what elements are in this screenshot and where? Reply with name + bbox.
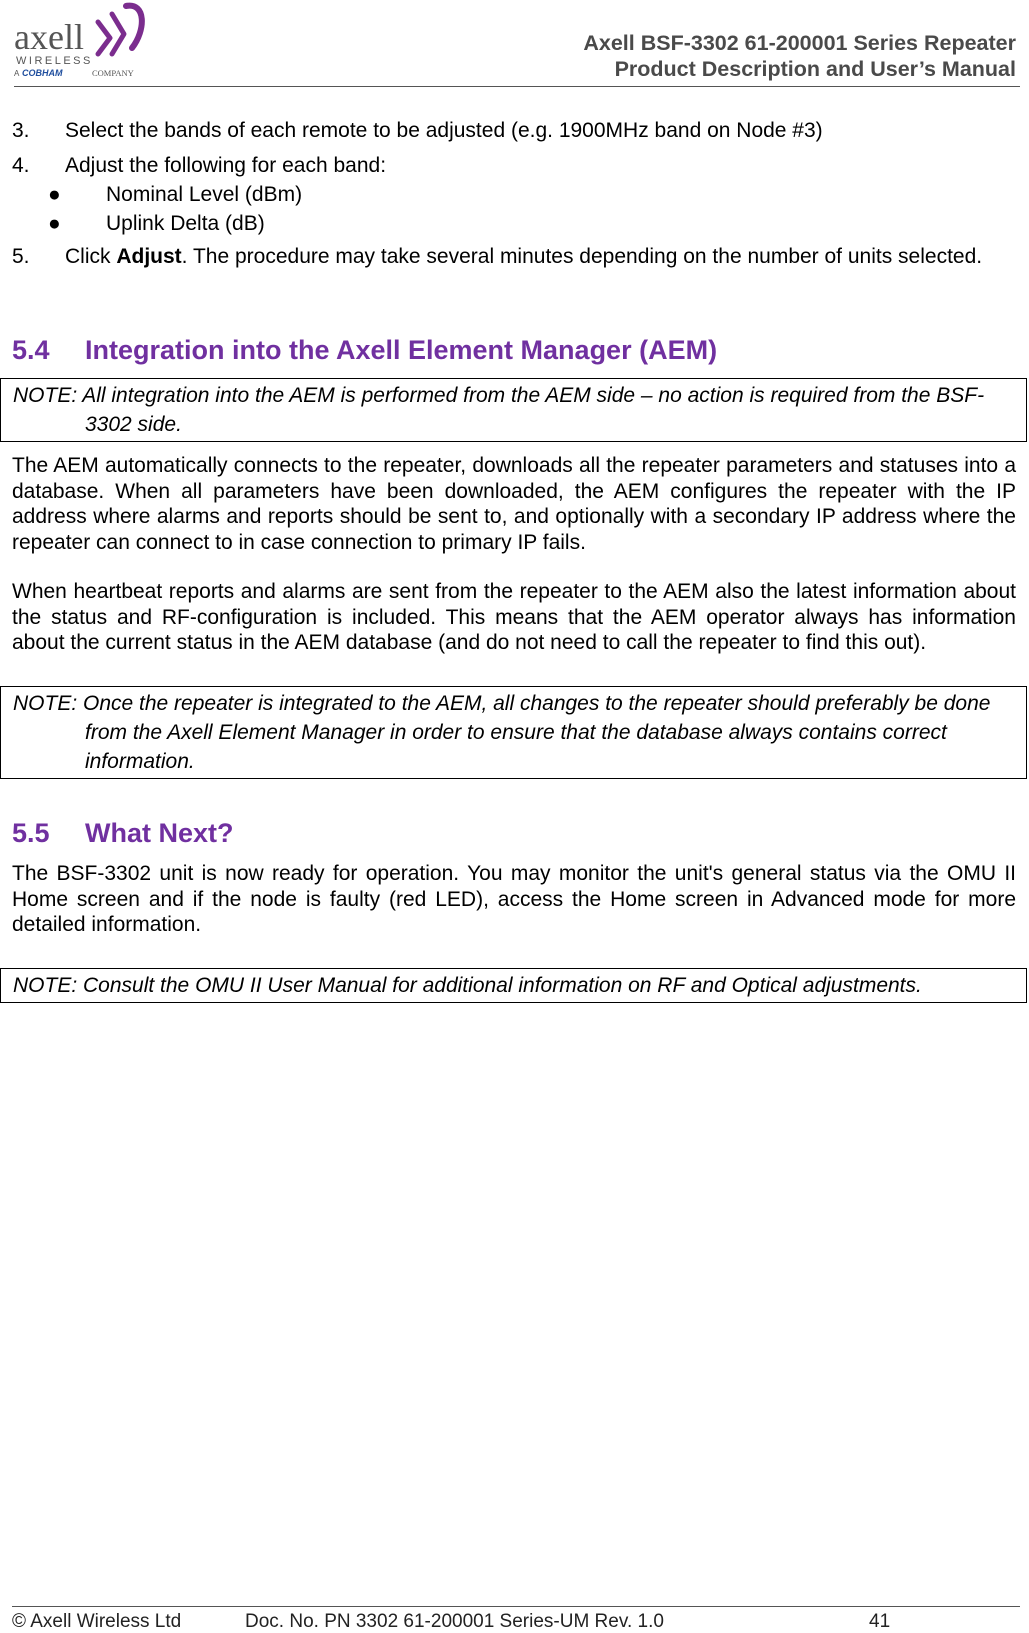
page-number: 41 <box>869 1611 891 1632</box>
section-number: 5.5 <box>12 818 50 848</box>
document-title <box>583 30 1016 82</box>
section-heading-5-5 <box>12 817 234 849</box>
svg-text:A: A <box>14 69 20 78</box>
section-title: Integration into the Axell Element Manager (AEM) <box>85 335 718 365</box>
note-text: NOTE: Consult the OMU II User Manual for additional information on RF and Optical adjustments. <box>13 974 922 997</box>
paragraph-heartbeat: When heartbeat reports and alarms are sent from the repeater to the AEM also the latest information about the status and RF-configuration is included. This means that the AEM operator always has information about the current status in the AEM database (and do not need to call the repeater to find this out). <box>12 580 1016 654</box>
svg-text:WIRELESS: WIRELESS <box>16 55 93 67</box>
bullet-text: Uplink Delta (dB) <box>106 212 265 235</box>
step-number: 3. <box>12 119 30 142</box>
step-text: Select the bands of each remote to be adjusted (e.g. 1900MHz band on Node #3) <box>65 119 823 142</box>
bullet-item <box>12 180 1016 209</box>
section-number: 5.4 <box>12 335 50 365</box>
bullet-icon: ● <box>48 212 61 235</box>
step-text-pre: Click <box>65 245 117 268</box>
bullet-text: Nominal Level (dBm) <box>106 183 303 206</box>
document-title-line1: Axell BSF-3302 61-200001 Series Repeater <box>583 31 1016 55</box>
paragraph-what-next: The BSF-3302 unit is now ready for operation. You may monitor the unit's general status via the OMU II Home screen and if the node is faulty (red LED), access the Home screen in Advanced mode for more detailed information. <box>12 862 1016 936</box>
step-number: 4. <box>12 154 30 177</box>
note-text: NOTE: Once the repeater is integrated to the AEM, all changes to the repeater should preferably be done from the Axell Element Manager in order to ensure that the database always contains correct information. <box>13 692 991 773</box>
note-box-changes <box>0 686 1027 779</box>
note-box-omu <box>0 968 1027 1003</box>
page-header <box>14 0 1020 87</box>
note-box-integration <box>0 378 1027 442</box>
step-text: Adjust the following for each band: <box>65 154 387 177</box>
svg-text:axell: axell <box>14 17 84 57</box>
section-heading-5-4 <box>12 334 717 366</box>
document-title-line2: Product Description and User’s Manual <box>614 57 1016 81</box>
page-footer <box>12 1606 1020 1632</box>
axell-wireless-logo <box>14 0 164 82</box>
section-title: What Next? <box>85 818 234 848</box>
svg-text:COBHAM: COBHAM <box>22 68 63 78</box>
bullet-icon: ● <box>48 183 61 206</box>
footer-doc-number: Doc. No. PN 3302 61-200001 Series-UM Rev. 1.0 <box>245 1611 664 1632</box>
adjust-keyword: Adjust <box>116 245 182 268</box>
note-text: NOTE: All integration into the AEM is performed from the AEM side – no action is required from the BSF-3302 side. <box>13 384 985 436</box>
paragraph-aem-connect: The AEM automatically connects to the repeater, downloads all the repeater parameters and statuses into a database. When all parameters have been downloaded, the AEM configures the repeater with the IP address where alarms and reports should be sent to, and optionally with a secondary IP address where the repeater can connect to in case connection to primary IP fails. <box>12 454 1016 554</box>
step-3 <box>12 116 1016 145</box>
procedure-steps <box>12 116 1016 271</box>
step-4 <box>12 151 1016 180</box>
step-5 <box>12 242 1016 271</box>
step-text-post: . The procedure may take several minutes depending on the number of units selected. <box>181 245 983 268</box>
svg-text:COMPANY: COMPANY <box>92 68 134 78</box>
footer-copyright: © Axell Wireless Ltd <box>12 1611 182 1632</box>
bullet-item <box>12 209 1016 238</box>
step-number: 5. <box>12 245 30 268</box>
